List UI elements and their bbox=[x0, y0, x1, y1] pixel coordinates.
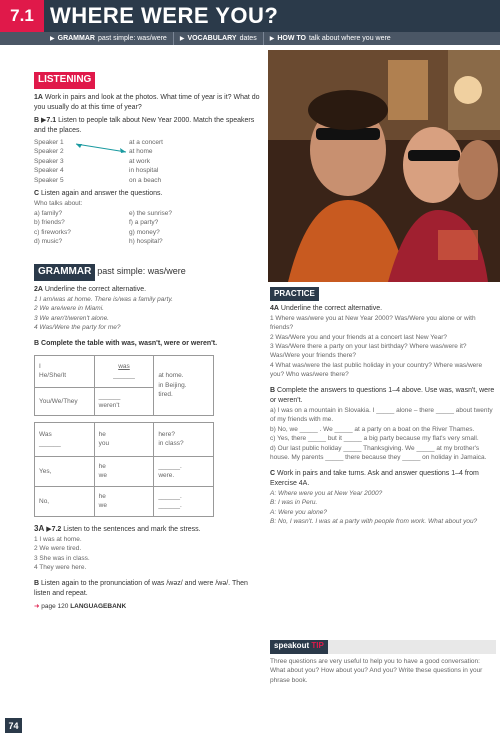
grammar-item: 4 Was/Were the party for me? bbox=[34, 324, 121, 332]
question-item: g) money? bbox=[129, 228, 160, 236]
page-title: WHERE WERE YOU? bbox=[50, 3, 279, 28]
practice-item: 3 Was/Were there a party on your last birthday? Where was/were it? Was/Were your friends there? bbox=[270, 343, 467, 360]
answer-item: b) No, we _____ . We _____ at a party on a boat on the River Thames. bbox=[270, 425, 475, 433]
subheader-howto: ▶ HOW TO talk about where you were bbox=[269, 35, 391, 42]
place-item: in hospital bbox=[129, 167, 159, 175]
grammar-item: 2 We are/were in Miami. bbox=[34, 305, 104, 313]
stress-item: 4 They were here. bbox=[34, 564, 87, 572]
question-item: c) fireworks? bbox=[34, 228, 71, 236]
exercise-2a: 2A Underline the correct alternative. bbox=[34, 285, 147, 293]
speakout-text: Three questions are very useful to help you to have a good conversation: What about you? How about you? And you? Write these questions in your phrase book. bbox=[270, 658, 483, 684]
practice-item: 1 Where was/were you at New Year 2000? Was/Were you alone or with friends? bbox=[270, 314, 476, 332]
matching-list bbox=[34, 138, 260, 185]
audio-icon[interactable]: ▶ bbox=[46, 525, 52, 533]
answer-item: c) Yes, there _____ but it _____ a big party because my flat's very small. bbox=[270, 435, 479, 443]
page-number: 74 bbox=[5, 718, 22, 733]
unit-number: 7.1 bbox=[0, 0, 44, 32]
dialog-line: B: No, I wasn't. I was at a party with people from work. What about you? bbox=[270, 518, 478, 526]
exercise-1a: 1A Work in pairs and look at the photos. What time of year is it? What do you usually do at this time of year? bbox=[34, 93, 260, 111]
place-item: at work bbox=[129, 157, 150, 165]
question-item: a) family? bbox=[34, 209, 63, 217]
dialog-line: A: Where were you at New Year 2000? bbox=[270, 489, 383, 497]
audio-icon[interactable]: ▶ bbox=[41, 116, 47, 124]
language-bank-link[interactable]: ➜ page 120 LANGUAGEBANK bbox=[34, 603, 127, 610]
grammar-heading-row bbox=[34, 264, 260, 281]
practice-item: 2 Was/Were you and your friends at a concert last New Year? bbox=[270, 333, 448, 341]
stress-item: 3 She was in class. bbox=[34, 554, 90, 562]
dialog-line: B: I was in Peru. bbox=[270, 499, 318, 507]
match-arrow bbox=[74, 141, 134, 155]
question-item: b) friends? bbox=[34, 219, 65, 227]
listening-heading: LISTENING bbox=[34, 72, 95, 89]
answer-item: a) I was on a mountain in Slovakia. I _____ alone – there _____ about twenty of my friends with me. bbox=[270, 406, 493, 424]
exercise-4b: B Complete the answers to questions 1–4 above. Use was, wasn't, were or weren't. bbox=[270, 386, 495, 404]
speaker-item: Speaker 4 bbox=[34, 167, 64, 175]
grammar-item: 3 We aren't/weren't alone. bbox=[34, 314, 109, 322]
place-item: at home bbox=[129, 148, 153, 156]
exercise-1c: C Listen again and answer the questions. bbox=[34, 190, 163, 198]
grammar-heading: GRAMMAR bbox=[34, 264, 95, 281]
exercise-2b: B Complete the table with was, wasn't, were or weren't. bbox=[34, 339, 218, 347]
exercise-4a: 4A Underline the correct alternative. bbox=[270, 304, 383, 312]
stress-item: 2 We were tired. bbox=[34, 545, 82, 553]
exercise-3b: B Listen again to the pronunciation of was /wəz/ and were /wə/. Then listen and repeat. bbox=[34, 579, 248, 597]
speaker-item: Speaker 2 bbox=[34, 148, 64, 156]
who-talks-about: Who talks about: bbox=[34, 200, 83, 208]
question-item: h) hospital? bbox=[129, 238, 163, 245]
speakout-tag: speakout TIP bbox=[270, 640, 328, 654]
speaker-item: Speaker 5 bbox=[34, 176, 64, 184]
speakout-bar bbox=[270, 640, 496, 654]
speakout-tip bbox=[270, 640, 496, 685]
dialog-line: A: Were you alone? bbox=[270, 508, 327, 516]
question-item: f) a party? bbox=[129, 219, 159, 227]
subheader-grammar: ▶ GRAMMAR past simple: was/were bbox=[44, 32, 174, 45]
grammar-table-questions: Was ______ he you here? in class? Yes, he we ______. were. No, he we ______. ______. bbox=[34, 422, 214, 517]
subheader-bar bbox=[0, 32, 500, 45]
grammar-subtitle: past simple: was/were bbox=[97, 266, 186, 277]
speaker-item: Speaker 3 bbox=[34, 157, 64, 165]
exercise-1b: B ▶7.1 Listen to people talk about New Year 2000. Match the speakers and the places. bbox=[34, 116, 255, 134]
question-item: e) the sunrise? bbox=[129, 209, 172, 217]
practice-item: 4 What was/were the last public holiday in your country? Where was/were you? Who was/were there? bbox=[270, 361, 483, 379]
unit-header bbox=[0, 0, 500, 32]
grammar-table-affirmative: I He/She/It was ______ at home. in Beijing. tired. You/We/They ______ weren't bbox=[34, 355, 214, 416]
speaker-item: Speaker 1 bbox=[34, 139, 64, 147]
stress-item: 1 I was at home. bbox=[34, 536, 82, 544]
place-item: at a concert bbox=[129, 139, 163, 147]
exercise-4c: C Work in pairs and take turns. Ask and answer questions 1–4 from Exercise 4A. bbox=[270, 469, 479, 487]
answer-item: d) Our last public holiday _____ Thanksgiving. We _____ at my brother's house. My parents _____ there because they _____ on holiday in Jamaica. bbox=[270, 444, 487, 462]
question-item: d) music? bbox=[34, 238, 63, 245]
new-year-photo bbox=[268, 50, 500, 282]
grammar-item: 1 I am/was at home. There is/was a family party. bbox=[34, 296, 173, 304]
question-list bbox=[34, 209, 260, 247]
practice-heading: PRACTICE bbox=[270, 287, 319, 301]
place-item: on a beach bbox=[129, 176, 162, 184]
subheader-vocabulary: ▶ VOCABULARY dates bbox=[174, 32, 264, 45]
exercise-3a: 3A ▶7.2 Listen to the sentences and mark the stress. bbox=[34, 523, 201, 533]
